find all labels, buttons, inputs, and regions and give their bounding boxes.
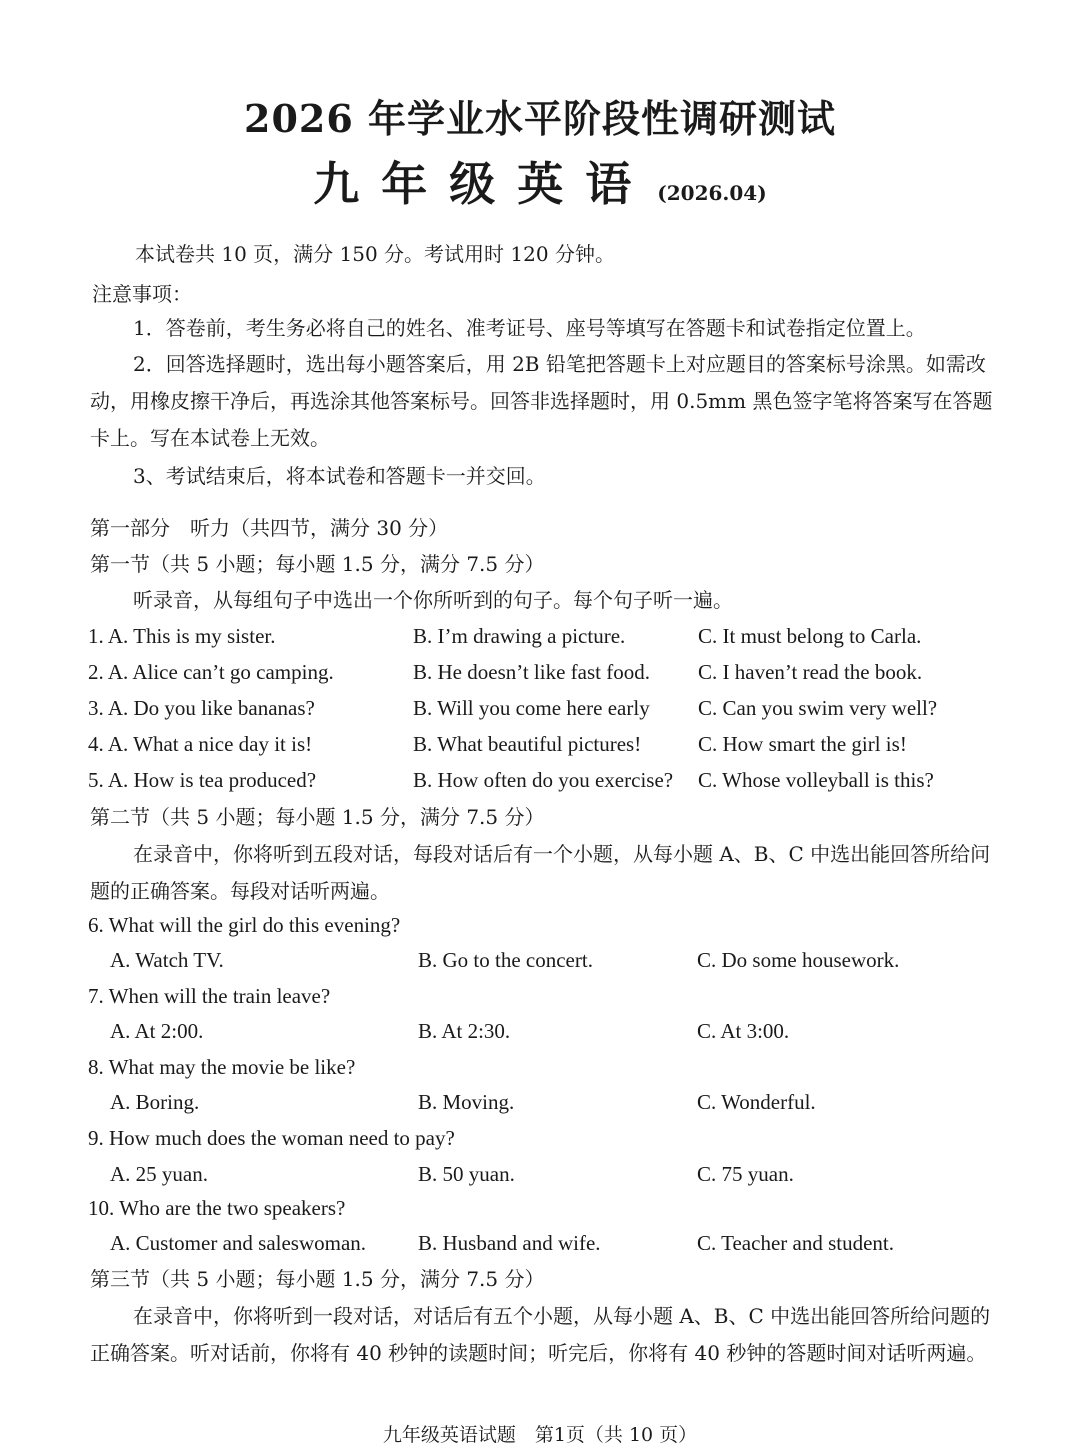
note-3: 3、考试结束后，将本试卷和答题卡一并交回。 (133, 464, 546, 488)
list-item: 7. When will the train leave? (88, 984, 331, 1008)
list-item: A. 25 yuan. (110, 1162, 208, 1186)
list-item: B. He doesn’t like fast food. (413, 660, 650, 684)
list-item: B. At 2:30. (418, 1019, 511, 1043)
list-item: A. Watch TV. (110, 948, 224, 972)
exam-date: (2026.04) (657, 181, 767, 205)
list-item: 6. What will the girl do this evening? (88, 913, 401, 937)
section3-heading: 第三节（共 5 小题；每小题 1.5 分，满分 7.5 分） (90, 1267, 545, 1291)
exam-subtitle (0, 148, 1080, 214)
section2-heading: 第二节（共 5 小题；每小题 1.5 分，满分 7.5 分） (90, 805, 545, 829)
list-item: 4. A. What a nice day it is! (88, 732, 313, 756)
list-item: B. What beautiful pictures! (413, 732, 642, 756)
part1-heading: 第一部分 听力（共四节，满分 30 分） (90, 516, 449, 540)
list-item: C. 75 yuan. (697, 1162, 794, 1186)
list-item: C. Whose volleyball is this? (698, 768, 934, 792)
list-item: 5. A. How is tea produced? (88, 768, 317, 792)
notes-heading: 注意事项： (92, 282, 192, 306)
list-item: C. Can you swim very well? (698, 696, 938, 720)
list-item: 3. A. Do you like bananas? (88, 696, 315, 720)
list-item: 10. Who are the two speakers? (88, 1196, 346, 1220)
list-item: B. How often do you exercise? (413, 768, 674, 792)
list-item: 1. A. This is my sister. (88, 624, 276, 648)
section1-instruction: 听录音，从每组句子中选出一个你所听到的句子。每个句子听一遍。 (133, 588, 733, 612)
list-item: A. At 2:00. (110, 1019, 204, 1043)
list-item: C. Wonderful. (697, 1090, 816, 1114)
note-2: 2．回答选择题时，选出每小题答案后，用 2B 铅笔把答题卡上对应题目的答案标号涂黑。如需改动，用橡皮擦干净后，再选涂其他答案标号。回答非选择题时，用 0.5mm 黑色签字笔将答案写在答题卡上。写在本试卷上无效。 (90, 352, 993, 450)
page-footer: 九年级英语试题 第1页（共 10 页） (382, 1424, 698, 1446)
list-item: 2. A. Alice can’t go camping. (88, 660, 334, 684)
list-item: A. Boring. (110, 1090, 200, 1114)
list-item: 9. How much does the woman need to pay? (88, 1126, 455, 1150)
exam-summary: 本试卷共 10 页，满分 150 分。考试用时 120 分钟。 (135, 242, 615, 266)
list-item: B. I’m drawing a picture. (413, 624, 626, 648)
list-item: B. Go to the concert. (418, 948, 593, 972)
list-item: C. How smart the girl is! (698, 732, 907, 756)
list-item: B. Husband and wife. (418, 1231, 601, 1255)
subject-title: 九年级英语 (313, 157, 654, 211)
list-item: 8. What may the movie be like? (88, 1055, 356, 1079)
list-item: B. Moving. (418, 1090, 515, 1114)
list-item: C. Teacher and student. (697, 1231, 894, 1255)
list-item: C. It must belong to Carla. (698, 624, 922, 648)
section2-instruction: 在录音中，你将听到五段对话，每段对话后有一个小题，从每小题 A、B、C 中选出能回答所给问题的正确答案。每段对话听两遍。 (90, 842, 991, 903)
list-item: C. Do some housework. (697, 948, 900, 972)
note-1: 1．答卷前，考生务必将自己的姓名、准考证号、座号等填写在答题卡和试卷指定位置上。 (133, 316, 926, 340)
section3-instruction: 在录音中，你将听到一段对话，对话后有五个小题，从每小题 A、B、C 中选出能回答所给问题的正确答案。听对话前，你将有 40 秒钟的读题时间；听完后，你将有 40 秒钟的答题时间对话听两遍。 (90, 1304, 991, 1365)
list-item: A. Customer and saleswoman. (110, 1231, 367, 1255)
list-item: B. Will you come here early (413, 696, 650, 720)
list-item: B. 50 yuan. (418, 1162, 515, 1186)
section1-heading: 第一节（共 5 小题；每小题 1.5 分，满分 7.5 分） (90, 552, 545, 576)
exam-title: 2026 年学业水平阶段性调研测试 (244, 96, 836, 141)
list-item: C. I haven’t read the book. (698, 660, 923, 684)
list-item: C. At 3:00. (697, 1019, 790, 1043)
